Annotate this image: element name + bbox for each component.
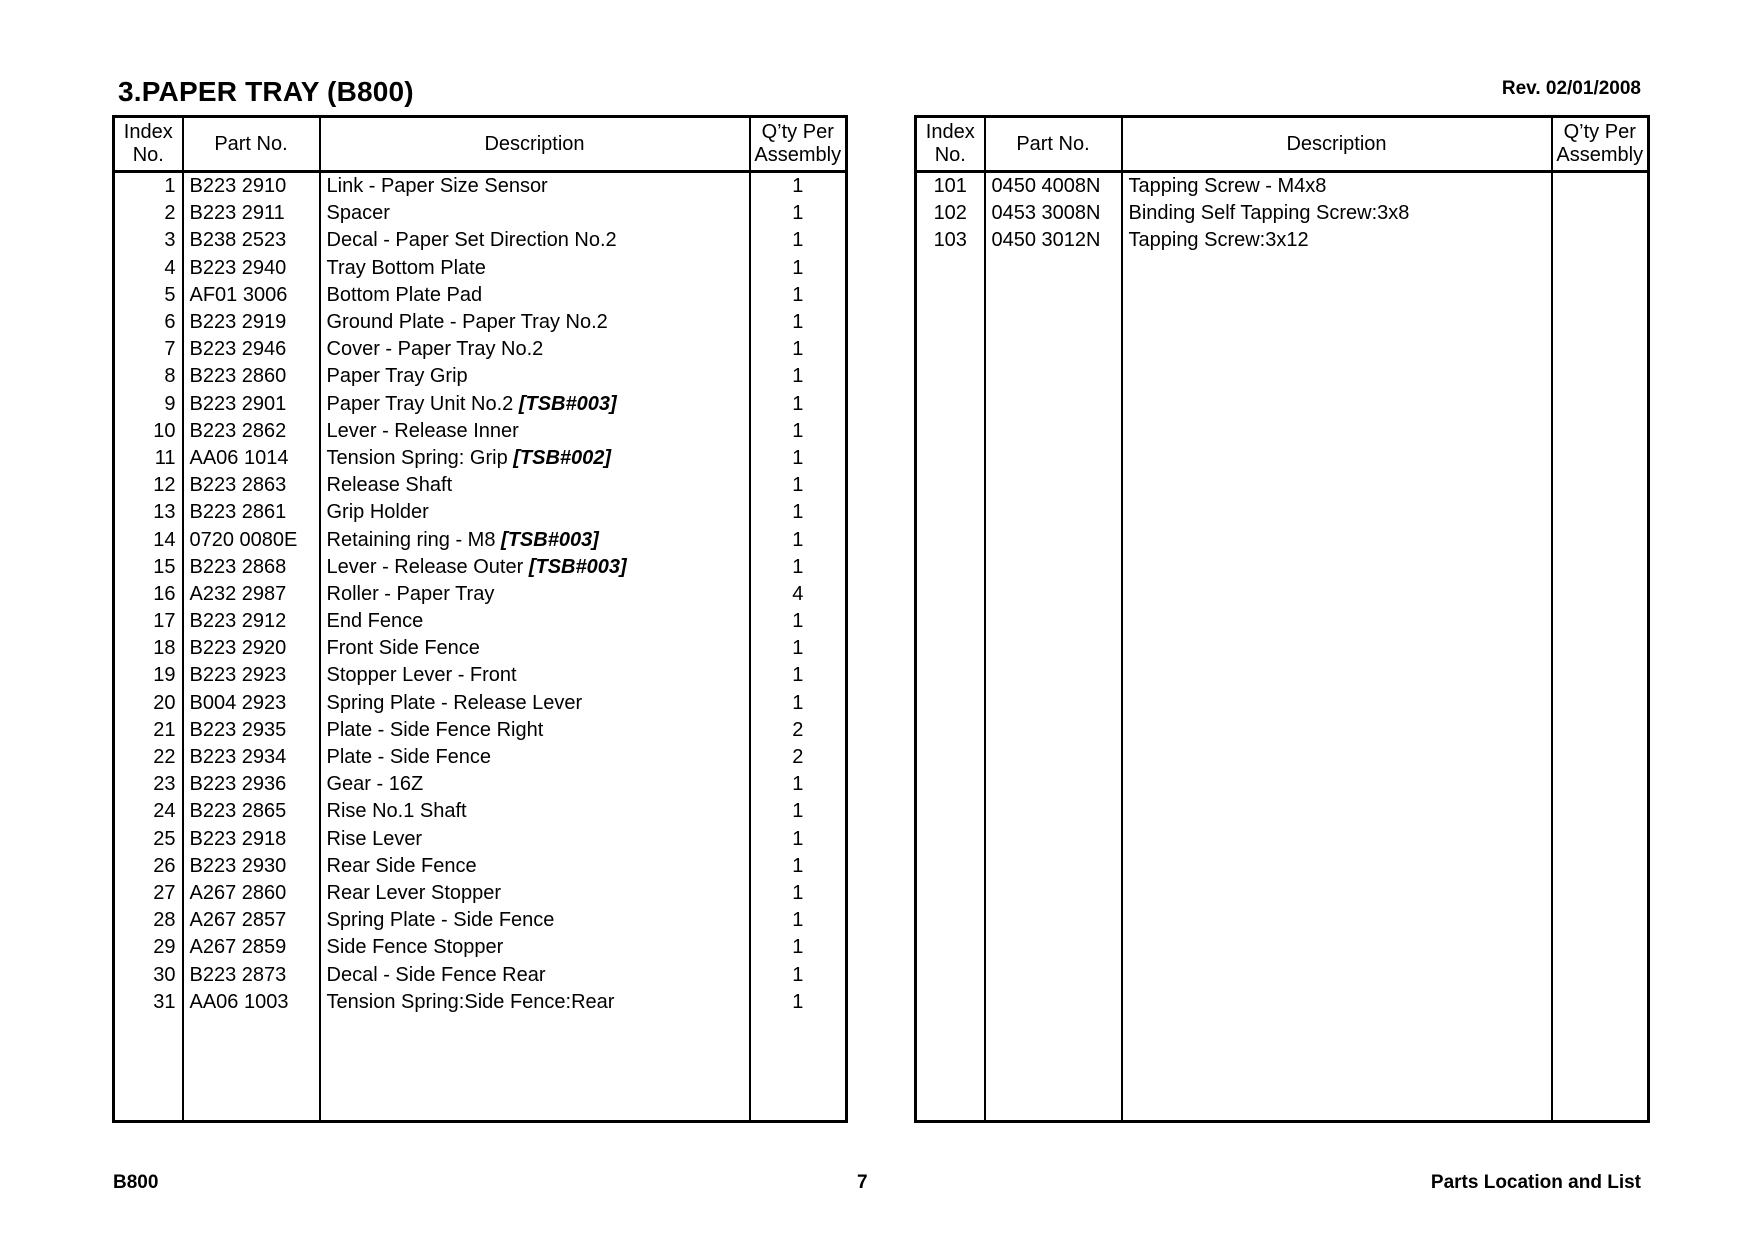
quantity-cell: 1 xyxy=(750,391,847,418)
index-cell: 15 xyxy=(114,554,183,581)
quantity-cell: 1 xyxy=(750,853,847,880)
quantity-cell: 1 xyxy=(750,418,847,445)
index-header: Index No. xyxy=(114,117,183,172)
quantity-cell: 1 xyxy=(750,309,847,336)
index-cell: 10 xyxy=(114,418,183,445)
table-row xyxy=(114,200,847,227)
description-cell: Lever - Release Inner xyxy=(320,418,750,445)
table-row xyxy=(114,526,847,553)
description-cell: Retaining ring - M8 [TSB#003] xyxy=(320,526,750,553)
table-row xyxy=(916,172,1649,201)
quantity-cell: 1 xyxy=(750,662,847,689)
table-row xyxy=(114,472,847,499)
quantity-cell: 1 xyxy=(750,826,847,853)
part-number-cell: B223 2919 xyxy=(183,309,320,336)
index-cell: 5 xyxy=(114,282,183,309)
description-cell: Grip Holder xyxy=(320,499,750,526)
part-number-cell: B223 2862 xyxy=(183,418,320,445)
part-number-cell: B223 2912 xyxy=(183,608,320,635)
part-number-cell: B223 2946 xyxy=(183,336,320,363)
index-cell: 18 xyxy=(114,635,183,662)
table-row xyxy=(114,880,847,907)
quantity-cell: 2 xyxy=(750,744,847,771)
description-cell: Lever - Release Outer [TSB#003] xyxy=(320,554,750,581)
index-cell: 20 xyxy=(114,690,183,717)
footer-page-number: 7 xyxy=(857,1172,868,1193)
description-cell: Ground Plate - Paper Tray No.2 xyxy=(320,309,750,336)
description-cell: Paper Tray Unit No.2 [TSB#003] xyxy=(320,391,750,418)
description-cell: Tapping Screw - M4x8 xyxy=(1122,172,1552,201)
index-cell: 26 xyxy=(114,853,183,880)
quantity-cell: 1 xyxy=(750,690,847,717)
part-number-cell: A232 2987 xyxy=(183,581,320,608)
index-cell: 1 xyxy=(114,172,183,201)
quantity-cell: 1 xyxy=(750,771,847,798)
part-number-cell: B004 2923 xyxy=(183,690,320,717)
description-cell: Spring Plate - Release Lever xyxy=(320,690,750,717)
part-number-cell: A267 2857 xyxy=(183,907,320,934)
table-row xyxy=(114,989,847,1016)
table-row xyxy=(114,227,847,254)
part-number-cell: B223 2918 xyxy=(183,826,320,853)
part-number-cell: A267 2860 xyxy=(183,880,320,907)
part-number-cell: B223 2934 xyxy=(183,744,320,771)
description-cell: Side Fence Stopper xyxy=(320,934,750,961)
quantity-cell: 1 xyxy=(750,989,847,1016)
tsb-reference: [TSB#002] xyxy=(513,446,612,469)
quantity-cell: 1 xyxy=(750,200,847,227)
index-cell: 101 xyxy=(916,172,985,201)
part-number-cell: AA06 1014 xyxy=(183,445,320,472)
description-cell: Rise No.1 Shaft xyxy=(320,798,750,825)
part-number-cell: B223 2920 xyxy=(183,635,320,662)
quantity-cell: 1 xyxy=(750,499,847,526)
description-header: Description xyxy=(1122,117,1552,172)
description-cell: Gear - 16Z xyxy=(320,771,750,798)
revision-date: Rev. 02/01/2008 xyxy=(1501,78,1641,99)
table-row xyxy=(114,554,847,581)
quantity-cell xyxy=(1552,200,1649,227)
quantity-cell: 1 xyxy=(750,635,847,662)
index-cell: 21 xyxy=(114,717,183,744)
index-header: Index No. xyxy=(916,117,985,172)
part-number-cell: AA06 1003 xyxy=(183,989,320,1016)
table-row xyxy=(114,798,847,825)
index-cell: 6 xyxy=(114,309,183,336)
footer-model: B800 xyxy=(113,1172,159,1193)
parts-table-right xyxy=(914,115,1650,1123)
table-header-row xyxy=(114,117,847,172)
part-number-cell: B223 2861 xyxy=(183,499,320,526)
part-number-cell: B223 2936 xyxy=(183,771,320,798)
index-cell: 12 xyxy=(114,472,183,499)
quantity-cell: 1 xyxy=(750,255,847,282)
table-row xyxy=(114,391,847,418)
quantity-cell: 1 xyxy=(750,961,847,988)
table-row xyxy=(114,744,847,771)
qty-header: Q’ty Per Assembly xyxy=(750,117,847,172)
table-row xyxy=(114,934,847,961)
quantity-cell xyxy=(1552,227,1649,254)
part-number-cell: 0720 0080E xyxy=(183,526,320,553)
description-cell: Rear Side Fence xyxy=(320,853,750,880)
description-cell: Front Side Fence xyxy=(320,635,750,662)
index-cell: 23 xyxy=(114,771,183,798)
table-header-row xyxy=(916,117,1649,172)
table-row xyxy=(114,907,847,934)
description-cell: Paper Tray Grip xyxy=(320,363,750,390)
table-row xyxy=(114,172,847,201)
quantity-cell: 4 xyxy=(750,581,847,608)
description-cell: Tension Spring:Side Fence:Rear xyxy=(320,989,750,1016)
quantity-cell: 1 xyxy=(750,227,847,254)
quantity-cell: 1 xyxy=(750,172,847,201)
table-row xyxy=(114,690,847,717)
table-row xyxy=(114,662,847,689)
part-number-cell: B223 2930 xyxy=(183,853,320,880)
tsb-reference: [TSB#003] xyxy=(518,392,617,415)
table-row xyxy=(114,771,847,798)
quantity-cell: 1 xyxy=(750,445,847,472)
part-number-cell: B223 2865 xyxy=(183,798,320,825)
index-cell: 8 xyxy=(114,363,183,390)
part-number-cell: B223 2873 xyxy=(183,961,320,988)
table-row xyxy=(114,635,847,662)
index-cell: 19 xyxy=(114,662,183,689)
empty-filler-row xyxy=(916,255,1649,1122)
description-cell: Decal - Side Fence Rear xyxy=(320,961,750,988)
table-row xyxy=(916,200,1649,227)
part-number-cell: B223 2863 xyxy=(183,472,320,499)
description-cell: Spacer xyxy=(320,200,750,227)
parts-table-left xyxy=(112,115,848,1123)
table-row xyxy=(114,608,847,635)
description-cell: Binding Self Tapping Screw:3x8 xyxy=(1122,200,1552,227)
part-number-cell: B223 2935 xyxy=(183,717,320,744)
table-row xyxy=(916,227,1649,254)
page-title: 3.PAPER TRAY (B800) xyxy=(118,76,414,107)
quantity-cell: 1 xyxy=(750,608,847,635)
index-cell: 29 xyxy=(114,934,183,961)
table-row xyxy=(114,336,847,363)
part-number-cell: B223 2923 xyxy=(183,662,320,689)
part-no-header: Part No. xyxy=(985,117,1122,172)
quantity-cell: 1 xyxy=(750,798,847,825)
tsb-reference: [TSB#003] xyxy=(501,528,599,551)
part-number-cell: B223 2911 xyxy=(183,200,320,227)
description-cell: Tension Spring: Grip [TSB#002] xyxy=(320,445,750,472)
description-cell: Decal - Paper Set Direction No.2 xyxy=(320,227,750,254)
description-cell: Tray Bottom Plate xyxy=(320,255,750,282)
index-cell: 28 xyxy=(114,907,183,934)
footer-section: Parts Location and List xyxy=(1430,1172,1641,1193)
description-cell: Rise Lever xyxy=(320,826,750,853)
part-number-cell: B223 2910 xyxy=(183,172,320,201)
description-cell: Roller - Paper Tray xyxy=(320,581,750,608)
empty-filler-row xyxy=(114,1016,847,1122)
index-cell: 30 xyxy=(114,961,183,988)
description-cell: Rear Lever Stopper xyxy=(320,880,750,907)
table-row xyxy=(114,309,847,336)
index-cell: 11 xyxy=(114,445,183,472)
index-cell: 16 xyxy=(114,581,183,608)
part-number-cell: A267 2859 xyxy=(183,934,320,961)
description-cell: Spring Plate - Side Fence xyxy=(320,907,750,934)
part-no-header: Part No. xyxy=(183,117,320,172)
table-row xyxy=(114,363,847,390)
part-number-cell: B223 2868 xyxy=(183,554,320,581)
description-cell: Tapping Screw:3x12 xyxy=(1122,227,1552,254)
part-number-cell: B223 2901 xyxy=(183,391,320,418)
part-number-cell: 0450 3012N xyxy=(985,227,1122,254)
part-number-cell: B223 2940 xyxy=(183,255,320,282)
table-row xyxy=(114,826,847,853)
quantity-cell: 2 xyxy=(750,717,847,744)
tsb-reference: [TSB#003] xyxy=(528,555,627,578)
description-cell: Cover - Paper Tray No.2 xyxy=(320,336,750,363)
part-number-cell: 0453 3008N xyxy=(985,200,1122,227)
index-cell: 9 xyxy=(114,391,183,418)
quantity-cell: 1 xyxy=(750,363,847,390)
quantity-cell: 1 xyxy=(750,526,847,553)
description-cell: Release Shaft xyxy=(320,472,750,499)
table-row xyxy=(114,961,847,988)
part-number-cell: B238 2523 xyxy=(183,227,320,254)
qty-header: Q’ty Per Assembly xyxy=(1552,117,1649,172)
description-cell: Link - Paper Size Sensor xyxy=(320,172,750,201)
index-cell: 4 xyxy=(114,255,183,282)
description-header: Description xyxy=(320,117,750,172)
index-cell: 102 xyxy=(916,200,985,227)
quantity-cell: 1 xyxy=(750,554,847,581)
index-cell: 7 xyxy=(114,336,183,363)
part-number-cell: 0450 4008N xyxy=(985,172,1122,201)
description-cell: Plate - Side Fence xyxy=(320,744,750,771)
table-row xyxy=(114,717,847,744)
quantity-cell: 1 xyxy=(750,336,847,363)
index-cell: 31 xyxy=(114,989,183,1016)
table-row xyxy=(114,499,847,526)
table-row xyxy=(114,853,847,880)
quantity-cell: 1 xyxy=(750,880,847,907)
table-row xyxy=(114,581,847,608)
index-cell: 24 xyxy=(114,798,183,825)
quantity-cell: 1 xyxy=(750,907,847,934)
index-cell: 13 xyxy=(114,499,183,526)
table-row xyxy=(114,255,847,282)
index-cell: 103 xyxy=(916,227,985,254)
index-cell: 3 xyxy=(114,227,183,254)
table-row xyxy=(114,282,847,309)
part-number-cell: B223 2860 xyxy=(183,363,320,390)
index-cell: 27 xyxy=(114,880,183,907)
index-cell: 14 xyxy=(114,526,183,553)
description-cell: End Fence xyxy=(320,608,750,635)
quantity-cell: 1 xyxy=(750,934,847,961)
description-cell: Stopper Lever - Front xyxy=(320,662,750,689)
description-cell: Plate - Side Fence Right xyxy=(320,717,750,744)
quantity-cell: 1 xyxy=(750,282,847,309)
description-cell: Bottom Plate Pad xyxy=(320,282,750,309)
index-cell: 2 xyxy=(114,200,183,227)
table-row xyxy=(114,445,847,472)
part-number-cell: AF01 3006 xyxy=(183,282,320,309)
index-cell: 17 xyxy=(114,608,183,635)
quantity-cell xyxy=(1552,172,1649,201)
quantity-cell: 1 xyxy=(750,472,847,499)
table-row xyxy=(114,418,847,445)
index-cell: 22 xyxy=(114,744,183,771)
index-cell: 25 xyxy=(114,826,183,853)
